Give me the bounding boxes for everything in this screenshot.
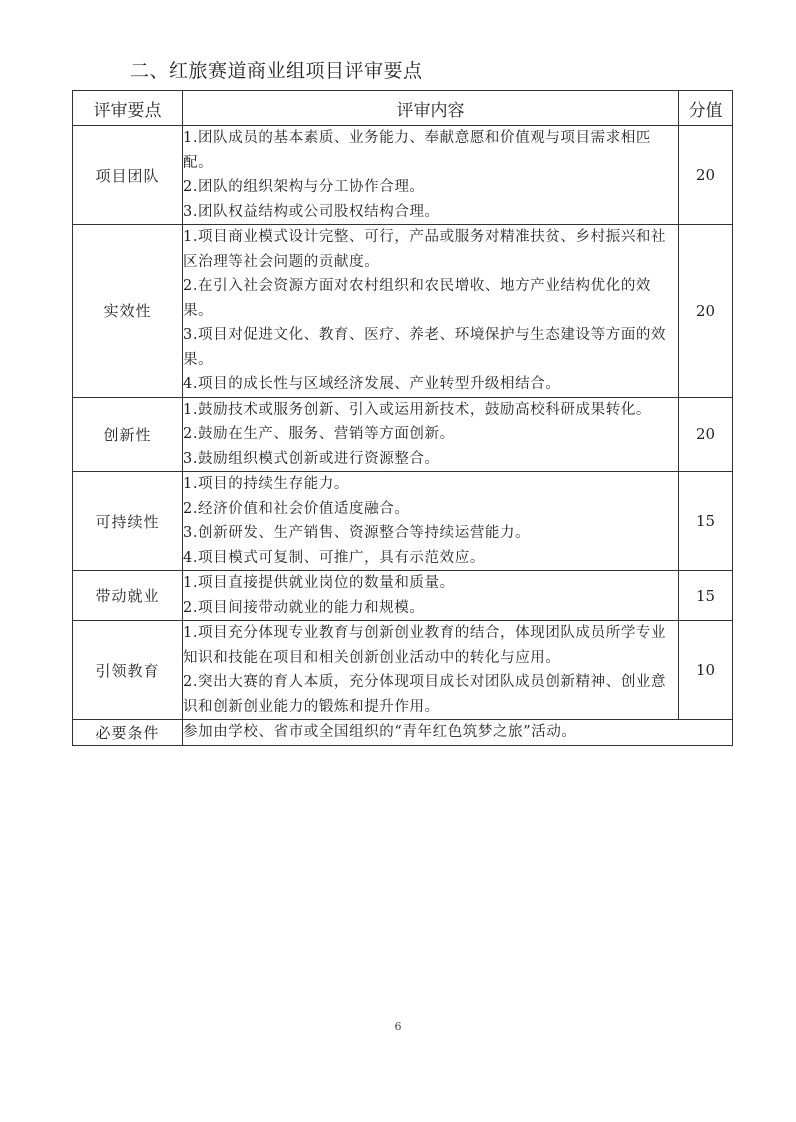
table-row <box>73 225 733 398</box>
criterion-item: 3.鼓励组织模式创新或进行资源整合。 <box>183 450 440 467</box>
criterion-content <box>183 397 679 472</box>
criterion-score: 15 <box>679 571 733 621</box>
criterion-name: 带动就业 <box>73 571 183 621</box>
criterion-item: 1.项目的持续生存能力。 <box>183 476 350 492</box>
criterion-item: 2.项目间接带动就业的能力和规模。 <box>183 599 425 616</box>
criterion-name: 引领教育 <box>73 621 183 720</box>
criterion-name: 实效性 <box>73 225 183 398</box>
criterion-item: 2.鼓励在生产、服务、营销等方面创新。 <box>183 426 455 442</box>
requirement-row <box>73 720 733 746</box>
criterion-item: 1.项目直接提供就业岗位的数量和质量。 <box>183 575 455 591</box>
criterion-item: 4.项目模式可复制、可推广，具有示范效应。 <box>183 549 485 566</box>
section-heading: 二、红旅赛道商业组项目评审要点 <box>130 60 423 82</box>
criterion-name: 可持续性 <box>73 472 183 571</box>
criterion-score: 10 <box>679 621 733 720</box>
criterion-score: 15 <box>679 472 733 571</box>
criterion-score: 20 <box>679 126 733 225</box>
criterion-item: 3.项目对促进文化、教育、医疗、养老、环境保护与生态建设等方面的效果。 <box>183 327 667 368</box>
criterion-item: 4.项目的成长性与区域经济发展、产业转型升级相结合。 <box>183 376 561 392</box>
criterion-name: 创新性 <box>73 397 183 472</box>
requirement-name: 必要条件 <box>73 720 183 746</box>
table-row <box>73 571 733 621</box>
criterion-content <box>183 225 679 398</box>
page-number: 6 <box>394 1020 402 1033</box>
criterion-content <box>183 126 679 225</box>
criterion-name: 项目团队 <box>73 126 183 225</box>
column-header-score: 分值 <box>679 91 733 126</box>
criterion-item: 3.团队权益结构或公司股权结构合理。 <box>183 203 440 220</box>
criterion-item: 2.突出大赛的育人本质，充分体现项目成长对团队成员创新精神、创业意识和创新创业能力的锻炼和提升作用。 <box>183 674 667 715</box>
table-row <box>73 621 733 720</box>
criterion-score: 20 <box>679 397 733 472</box>
table-header-row <box>73 91 733 126</box>
criterion-item: 2.经济价值和社会价值适度融合。 <box>183 500 410 517</box>
criterion-item: 2.在引入社会资源方面对农村组织和农民增收、地方产业结构优化的效果。 <box>183 278 652 319</box>
criterion-content <box>183 571 679 621</box>
requirement-text: 参加由学校、省市或全国组织的“青年红色筑梦之旅”活动。 <box>183 724 577 740</box>
review-criteria-table <box>72 90 733 746</box>
requirement-content <box>183 720 733 746</box>
criterion-item: 1.鼓励技术或服务创新、引入或运用新技术，鼓励高校科研成果转化。 <box>183 401 652 418</box>
criterion-item: 2.团队的组织架构与分工协作合理。 <box>183 179 425 195</box>
criterion-item: 1.团队成员的基本素质、业务能力、奉献意愿和价值观与项目需求相匹配。 <box>183 130 652 171</box>
criterion-score: 20 <box>679 225 733 398</box>
criterion-item: 3.创新研发、生产销售、资源整合等持续运营能力。 <box>183 525 531 541</box>
column-header-key: 评审要点 <box>73 91 183 126</box>
criterion-item: 1.项目商业模式设计完整、可行，产品或服务对精准扶贫、乡村振兴和社区治理等社会问题的贡献度。 <box>183 229 667 270</box>
criterion-content <box>183 621 679 720</box>
criterion-item: 1.项目充分体现专业教育与创新创业教育的结合，体现团队成员所学专业知识和技能在项目和相关创新创业活动中的转化与应用。 <box>183 625 667 666</box>
table-row <box>73 397 733 472</box>
criterion-content <box>183 472 679 571</box>
table-row <box>73 126 733 225</box>
table-row <box>73 472 733 571</box>
column-header-content: 评审内容 <box>183 91 679 126</box>
